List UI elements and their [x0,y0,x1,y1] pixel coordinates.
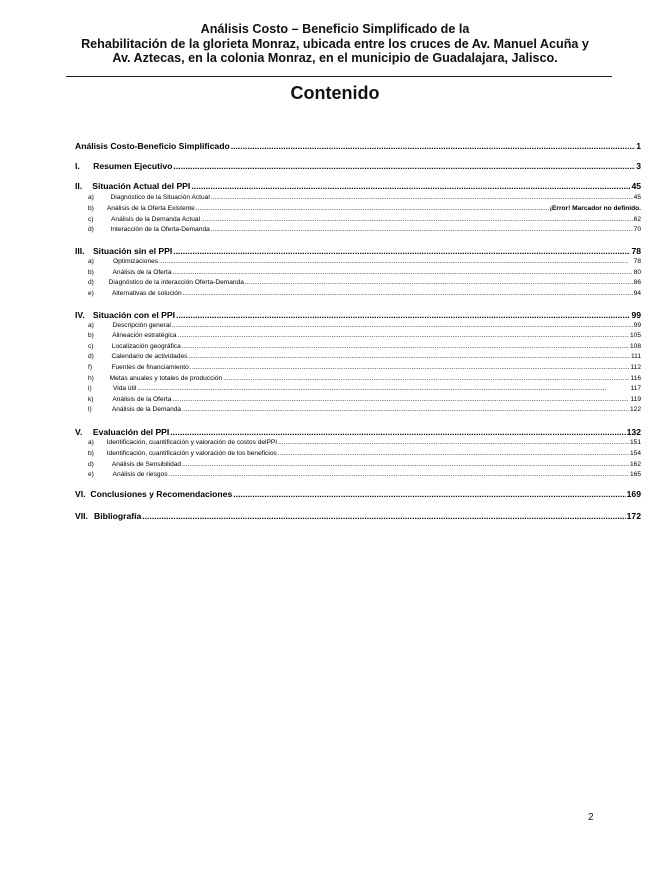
toc-entry-label: Análisis de Sensibilidad [111,461,182,468]
toc-leader-dots [201,216,633,223]
toc-leader-dots [211,226,633,233]
toc-entry-number: VII. [75,511,88,521]
toc-section-entry[interactable] [75,310,641,322]
toc-entry-number: i) [88,385,92,392]
toc-entry-number: V. [75,427,83,437]
header-divider [66,76,612,77]
toc-entry-label: Análisis de la Oferta Existente [106,205,195,212]
toc-leader-dots [182,461,629,468]
toc-page-number: 99 [633,322,641,329]
document-header [40,22,630,66]
header-line-3: Av. Aztecas, en la colonia Monraz, en el municipio de Guadalajara, Jalisco. [112,51,558,65]
toc-section-entry[interactable] [75,427,641,439]
toc-entry-number: b) [88,450,94,457]
toc-page-number: 112 [630,364,641,371]
toc-leader-dots [196,205,549,212]
toc-page-number: 70 [633,226,641,233]
toc-entry-number: l) [88,406,92,413]
toc-page-number: 78 [631,246,641,256]
toc-page-number: 169 [626,489,641,499]
toc-leader-dots [182,406,629,413]
toc-entry-number: a) [88,258,94,265]
toc-entry-label: Análisis de la Demanda [111,406,182,413]
toc-entry-number: I. [75,161,80,171]
toc-entry-label: Resumen Ejecutivo [93,161,173,171]
toc-entry-label: Análisis de riesgos [112,471,168,478]
toc-entry-number: III. [75,246,85,256]
toc-error-message: ¡Error! Marcador no definido. [549,205,641,212]
toc-leader-dots [188,353,630,360]
toc-entry-label: Análisis de la Oferta [112,396,172,403]
toc-entry-label: Diagnóstico de la interacción Oferta-Demanda [108,279,244,286]
toc-entry-label: Identificación, cuantificación y valoración de los beneficios [106,450,277,457]
toc-subsection-entry[interactable] [75,461,641,471]
toc-subsection-entry[interactable] [75,396,641,406]
toc-entry-number: VI. [75,489,86,499]
toc-entry-number: II. [75,181,83,191]
toc-entry-number: h) [88,375,94,382]
toc-entry-label: Identificación, cuantificación y valoración de costos delPPI [106,439,278,446]
toc-leader-dots [211,194,633,201]
toc-page-number: 116 [630,375,641,382]
toc-page-number: 1 [636,141,641,151]
toc-entry-label: Bibliografía [93,511,142,521]
toc-entry-label: Alineación estratégica [112,332,177,339]
toc-entry-label: Situación Actual del PPI [92,181,191,191]
toc-leader-dots [176,310,630,320]
toc-entry-label: Fuentes de financiamiento [111,364,189,371]
toc-entry-number: d) [88,353,94,360]
toc-page-number: 154 [629,450,641,457]
toc-page-number: 80 [633,269,641,276]
toc-page-number: 108 [629,343,641,350]
toc-entry-number: c) [88,343,94,350]
toc-entry-number: a) [88,439,94,446]
toc-subsection-entry[interactable] [75,226,641,236]
toc-entry-number: e) [88,290,94,297]
toc-entry-label: Análisis Costo-Beneficio Simplificado [75,141,230,151]
toc-page-number: 3 [636,161,641,171]
toc-leader-dots [172,396,629,403]
toc-subsection-entry[interactable] [75,343,641,353]
toc-entry-number: k) [88,396,94,403]
toc-leader-dots [159,258,633,265]
page-title: Contenido [290,83,380,103]
toc-subsection-entry[interactable] [75,450,641,460]
toc-section-entry[interactable] [75,141,641,153]
toc-page-number: 99 [631,310,641,320]
toc-page-number: 45 [633,194,641,201]
toc-entry-number: d) [88,461,94,468]
toc-leader-dots [190,364,630,371]
toc-leader-dots [142,511,625,521]
toc-subsection-entry[interactable] [75,269,641,279]
toc-page-number: 122 [629,406,641,413]
toc-leader-dots [191,181,630,191]
toc-page-number: 111 [630,353,641,360]
toc-leader-dots [173,161,635,171]
toc-page-number: 151 [629,439,641,446]
toc-subsection-entry[interactable] [75,439,641,449]
toc-leader-dots [278,439,629,446]
toc-subsection-entry[interactable] [75,205,641,215]
toc-leader-dots [245,279,633,286]
toc-subsection-entry[interactable] [75,353,641,363]
toc-page-number: 78 [633,258,641,265]
toc-leader-dots [172,322,633,329]
toc-page-number: 45 [631,181,641,191]
toc-leader-dots [278,450,629,457]
toc-page-number: 62 [633,216,641,223]
toc-entry-label: Conclusiones y Recomendaciones [90,489,233,499]
toc-page-number: 86 [633,279,641,286]
toc-leader-dots [137,385,629,392]
toc-entry-number: b) [88,269,94,276]
toc-page-number: 105 [629,332,641,339]
toc-section-entry[interactable] [75,161,641,173]
toc-entry-label: Análisis de la Oferta [112,269,172,276]
toc-entry-label: Descripción general [112,322,171,329]
toc-entry-label: Vida útil [113,385,137,392]
toc-entry-number: a) [88,322,94,329]
toc-page-number: 172 [626,511,641,521]
toc-subsection-entry[interactable] [75,322,641,332]
toc-entry-number: c) [88,216,94,223]
toc-page-number: 132 [626,427,641,437]
toc-leader-dots [170,427,625,437]
toc-entry-number: IV. [75,310,85,320]
header-line-2: Rehabilitación de la glorieta Monraz, ubicada entre los cruces de Av. Manuel Acuña y [81,36,589,51]
toc-entry-label: Calendario de actividades [111,353,188,360]
toc-entry-number: d) [88,279,94,286]
toc-entry-label: Situación con el PPI [92,310,175,320]
toc-subsection-entry[interactable] [75,332,641,342]
toc-entry-number: e) [88,471,94,478]
toc-page-number: 165 [629,471,641,478]
toc-subsection-entry[interactable] [75,279,641,289]
toc-entry-label: Metas anuales y totales de producción [109,375,223,382]
toc-entry-number: b) [88,205,94,212]
toc-section-entry[interactable] [75,246,641,258]
toc-subsection-entry[interactable] [75,385,641,395]
toc-entry-label: Evaluación del PPI [92,427,170,437]
toc-section-entry[interactable] [75,511,641,523]
header-line-1: Análisis Costo – Beneficio Simplificado de la [200,22,470,36]
toc-section-entry[interactable] [75,181,641,193]
toc-subsection-entry[interactable] [75,290,641,300]
toc-page-number: 162 [629,461,641,468]
toc-leader-dots [231,141,636,151]
toc-entry-number: b) [88,332,94,339]
toc-subsection-entry[interactable] [75,216,641,226]
toc-entry-number: a) [88,194,94,201]
toc-section-entry[interactable] [75,489,641,501]
toc-subsection-entry[interactable] [75,375,641,385]
toc-entry-label: Localización geográfica [111,343,181,350]
page-number: 2 [588,812,594,823]
toc-subsection-entry[interactable] [75,194,641,204]
toc-subsection-entry[interactable] [75,471,641,481]
toc-subsection-entry[interactable] [75,364,641,374]
toc-leader-dots [223,375,629,382]
toc-page-number: 119 [630,396,641,403]
toc-entry-label: Análisis de la Demanda Actual [111,216,201,223]
toc-entry-number: d) [88,226,94,233]
toc-subsection-entry[interactable] [75,406,641,416]
toc-entry-label: Alternativas de solución [111,290,182,297]
toc-page-number: 117 [630,385,641,392]
toc-entry-label: Situación sin el PPI [92,246,173,256]
toc-entry-label: Diagnóstico de la Situación Actual [110,194,210,201]
toc-entry-label: Optimizaciones [113,258,159,265]
toc-page-number: 94 [633,290,641,297]
toc-leader-dots [182,343,629,350]
toc-leader-dots [169,471,629,478]
toc-subsection-entry[interactable] [75,258,641,268]
toc-entry-label: Interacción de la Oferta-Demanda [110,226,210,233]
toc-leader-dots [233,489,625,499]
toc-leader-dots [173,269,633,276]
toc-leader-dots [178,332,629,339]
toc-entry-number: f) [88,364,93,371]
toc-leader-dots [183,290,633,297]
toc-leader-dots [173,246,630,256]
